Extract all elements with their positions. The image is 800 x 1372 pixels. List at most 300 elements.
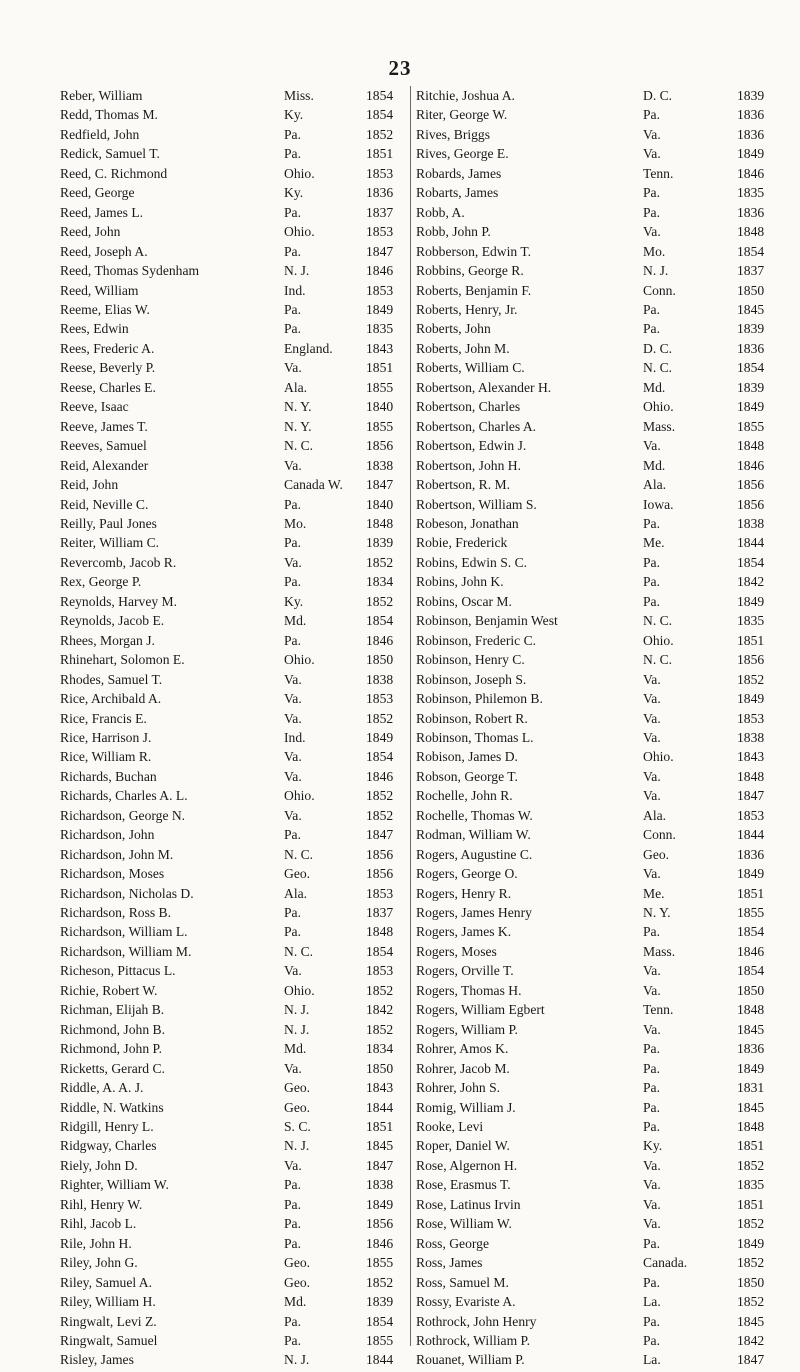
register-entry [60,125,410,144]
entry-year: 1840 [366,399,394,415]
entry-state: Va. [284,768,302,784]
entry-state: Pa. [643,107,660,123]
entry-state: N. C. [284,846,314,862]
entry-year: 1852 [366,807,394,823]
entry-year: 1851 [737,885,765,901]
entry-state: Geo. [284,1099,311,1115]
entry-year: 1853 [366,963,394,979]
entry-state: D. C. [643,88,673,103]
entry-year: 1854 [366,1313,394,1329]
entry-year: 1848 [737,1002,765,1018]
entry-year: 1839 [366,535,394,551]
entry-state: N. J. [643,263,669,279]
entry-year: 1846 [737,165,765,181]
entry-year: 1848 [737,224,765,240]
entry-state: N. C. [643,613,673,629]
entry-state: Mass. [643,943,676,959]
entry-state: Geo. [284,1080,311,1096]
entry-year: 1849 [737,399,765,415]
entry-name: Ross, James [416,1255,483,1271]
register-entry [60,825,410,844]
entry-year: 1853 [366,885,394,901]
entry-year: 1854 [737,963,765,979]
entry-name: Robinson, Philemon B. [416,691,543,707]
entry-year: 1855 [366,1255,394,1271]
entry-name: Robards, James [416,165,502,181]
register-entry [60,222,410,241]
register-entry [411,1156,781,1175]
entry-year: 1847 [737,788,765,804]
entry-state: Va. [643,671,661,687]
register-entry [60,1136,410,1155]
register-entry [411,1098,781,1117]
register-entry [60,631,410,650]
register-entry [411,1000,781,1019]
register-entry [60,319,410,338]
entry-year: 1837 [366,204,394,220]
entry-name: Robarts, James [416,185,499,201]
entry-name: Rives, Briggs [416,126,491,142]
register-entry [60,845,410,864]
entry-state: Va. [643,1216,661,1232]
entry-state: N. C. [284,438,314,454]
entry-name: Reed, James L. [60,204,144,220]
entry-year: 1836 [737,107,765,123]
entry-state: N. C. [643,360,673,376]
entry-year: 1852 [366,1274,394,1290]
entry-state: Pa. [284,1333,301,1348]
entry-name: Robertson, Alexander H. [416,379,552,395]
entry-name: Rogers, William P. [416,1021,518,1037]
entry-state: Va. [643,1196,661,1212]
entry-year: 1838 [737,515,765,531]
entry-year: 1846 [366,632,394,648]
entry-state: Pa. [284,204,301,220]
entry-year: 1836 [737,340,765,356]
entry-name: Robins, Oscar M. [416,593,512,609]
entry-state: Pa. [284,905,301,921]
register-entry [60,397,410,416]
register-entry [411,1292,781,1311]
register-entry [411,709,781,728]
entry-state: Pa. [643,1119,660,1135]
entry-state: Pa. [643,321,660,337]
entry-year: 1838 [737,729,765,745]
entry-name: Reynolds, Harvey M. [60,593,178,609]
register-entry [60,436,410,455]
entry-year: 1837 [737,263,765,279]
register-entry [60,553,410,572]
entry-year: 1844 [366,1352,394,1368]
entry-state: Geo. [284,1255,311,1271]
entry-year: 1839 [737,321,765,337]
entry-state: Mo. [284,515,307,531]
register-entry [60,1098,410,1117]
entry-name: Riley, John G. [60,1255,138,1271]
entry-state: Pa. [284,1235,301,1251]
entry-year: 1843 [366,340,394,356]
entry-year: 1854 [737,924,765,940]
entry-year: 1855 [366,379,394,395]
register-entry [411,903,781,922]
entry-state: La. [643,1352,661,1368]
register-entry [60,1214,410,1233]
entry-state: Pa. [643,593,660,609]
entry-name: Richards, Buchan [60,768,157,784]
entry-name: Ringwalt, Samuel [60,1333,158,1348]
register-entry [60,261,410,280]
entry-year: 1852 [366,554,394,570]
register-entry [60,1117,410,1136]
register-entry [60,1039,410,1058]
entry-year: 1845 [366,1138,394,1154]
entry-name: Reed, John [60,224,121,240]
entry-year: 1853 [737,807,765,823]
entry-state: Va. [284,807,302,823]
entry-name: Roberts, John M. [416,340,510,356]
entry-state: Pa. [643,1235,660,1251]
entry-state: Pa. [643,1313,660,1329]
entry-year: 1844 [737,827,765,843]
entry-state: Iowa. [643,496,674,512]
register-entry [411,1039,781,1058]
entry-year: 1836 [737,204,765,220]
register-entry [411,806,781,825]
register-entry [60,1273,410,1292]
register-entry [411,767,781,786]
register-entry [411,456,781,475]
entry-year: 1853 [737,710,765,726]
register-entry [411,572,781,591]
entry-year: 1854 [366,943,394,959]
entry-year: 1852 [737,671,765,687]
entry-state: Pa. [284,632,301,648]
register-entry [60,1175,410,1194]
entry-year: 1843 [366,1080,394,1096]
entry-name: Reid, Neville C. [60,496,149,512]
entry-state: Geo. [643,846,670,862]
entry-state: Va. [284,1157,302,1173]
entry-year: 1844 [366,1099,394,1115]
register-entry [60,339,410,358]
entry-name: Romig, William J. [416,1099,516,1115]
entry-name: Rhodes, Samuel T. [60,671,163,687]
entry-year: 1846 [366,1235,394,1251]
entry-state: Ala. [643,807,667,823]
entry-year: 1852 [737,1157,765,1173]
register-entry [411,611,781,630]
entry-name: Ritchie, Joshua A. [416,88,515,103]
entry-year: 1854 [366,88,394,103]
register-entry [411,495,781,514]
entry-state: Pa. [643,574,660,590]
entry-name: Ringwalt, Levi Z. [60,1313,157,1329]
entry-year: 1847 [366,243,394,259]
entry-state: Va. [284,457,302,473]
entry-year: 1856 [366,846,394,862]
register-entry [411,845,781,864]
entry-state: Va. [284,360,302,376]
register-columns [60,86,780,1368]
register-entry [60,183,410,202]
entry-state: Pa. [643,1041,660,1057]
register-entry [411,942,781,961]
entry-year: 1853 [366,282,394,298]
entry-name: Roberts, Henry, Jr. [416,301,518,317]
entry-name: Richardson, Nicholas D. [60,885,194,901]
entry-year: 1856 [737,477,765,493]
register-entry [411,144,781,163]
entry-year: 1842 [737,574,765,590]
register-entry [60,1059,410,1078]
register-entry [60,709,410,728]
entry-name: Rohrer, John S. [416,1080,501,1096]
register-entry [411,533,781,552]
register-entry [411,319,781,338]
entry-year: 1854 [366,749,394,765]
entry-year: 1852 [366,788,394,804]
entry-year: 1849 [366,1196,394,1212]
entry-state: Pa. [284,827,301,843]
entry-name: Robertson, William S. [416,496,537,512]
register-entry [60,475,410,494]
register-entry [60,1312,410,1331]
entry-name: Roper, Daniel W. [416,1138,510,1154]
entry-name: Riter, George W. [416,107,508,123]
register-entry [411,670,781,689]
entry-name: Reese, Charles E. [60,379,156,395]
entry-name: Roberts, John [416,321,491,337]
entry-state: Ala. [284,885,308,901]
entry-state: Ky. [284,107,304,123]
entry-state: England. [284,340,333,356]
entry-state: D. C. [643,340,673,356]
register-entry [411,164,781,183]
entry-year: 1844 [737,535,765,551]
entry-state: Pa. [643,515,660,531]
entry-year: 1842 [366,1002,394,1018]
entry-year: 1838 [366,1177,394,1193]
entry-year: 1845 [737,1021,765,1037]
entry-state: N. J. [284,263,310,279]
register-entry [411,1195,781,1214]
entry-state: Va. [643,710,661,726]
entry-year: 1849 [366,729,394,745]
entry-state: Tenn. [643,1002,674,1018]
register-entry [60,942,410,961]
register-entry [60,767,410,786]
entry-name: Robinson, Henry C. [416,652,525,668]
entry-name: Rees, Edwin [60,321,129,337]
entry-year: 1856 [366,866,394,882]
entry-year: 1852 [366,982,394,998]
entry-state: Va. [284,710,302,726]
entry-year: 1855 [366,418,394,434]
register-entry [411,1273,781,1292]
entry-year: 1855 [366,1333,394,1348]
entry-name: Robins, John K. [416,574,504,590]
entry-name: Rose, Erasmus T. [416,1177,511,1193]
entry-state: Canada W. [284,477,343,493]
entry-year: 1854 [737,243,765,259]
entry-state: Va. [643,1021,661,1037]
register-entry [411,339,781,358]
entry-state: Pa. [643,204,660,220]
register-entry [60,884,410,903]
entry-state: Tenn. [643,165,674,181]
entry-state: N. Y. [284,399,312,415]
register-entry [60,903,410,922]
register-entry [411,125,781,144]
register-entry [411,1234,781,1253]
entry-year: 1846 [737,457,765,473]
entry-year: 1848 [366,515,394,531]
entry-name: Rogers, Orville T. [416,963,514,979]
register-entry [411,864,781,883]
entry-state: Ky. [643,1138,663,1154]
entry-name: Rex, George P. [60,574,142,590]
register-entry [60,786,410,805]
register-entry [60,922,410,941]
entry-name: Reed, George [60,185,135,201]
register-entry [60,1078,410,1097]
register-entry [60,689,410,708]
entry-year: 1854 [366,107,394,123]
entry-year: 1854 [737,554,765,570]
entry-state: Ala. [643,477,667,493]
entry-name: Rochelle, John R. [416,788,513,804]
entry-name: Robb, John P. [416,224,491,240]
entry-name: Robie, Frederick [416,535,508,551]
entry-year: 1845 [737,1099,765,1115]
entry-state: Pa. [284,1196,301,1212]
entry-name: Richman, Elijah B. [60,1002,165,1018]
entry-name: Reilly, Paul Jones [60,515,157,531]
register-entry [411,1117,781,1136]
entry-year: 1840 [366,496,394,512]
entry-state: Miss. [284,88,314,103]
left-column [60,86,410,1368]
entry-name: Rose, Latinus Irvin [416,1196,521,1212]
entry-year: 1856 [737,652,765,668]
entry-state: Conn. [643,282,676,298]
entry-name: Rice, Harrison J. [60,729,152,745]
register-entry [411,281,781,300]
entry-state: N. J. [284,1138,310,1154]
entry-year: 1851 [366,146,394,162]
entry-state: Geo. [284,1274,311,1290]
entry-year: 1835 [737,185,765,201]
entry-name: Richie, Robert W. [60,982,158,998]
entry-state: N. Y. [284,418,312,434]
entry-state: Va. [284,691,302,707]
entry-year: 1850 [737,282,765,298]
register-entry [60,358,410,377]
entry-year: 1854 [737,360,765,376]
entry-year: 1856 [366,438,394,454]
entry-name: Reed, William [60,282,139,298]
register-entry [60,611,410,630]
entry-state: Pa. [284,574,301,590]
entry-year: 1834 [366,574,394,590]
entry-state: Va. [643,1157,661,1173]
entry-name: Rossy, Evariste A. [416,1294,516,1310]
entry-state: Pa. [284,924,301,940]
right-column [410,86,781,1368]
entry-state: Pa. [284,1216,301,1232]
entry-year: 1853 [366,224,394,240]
register-entry [60,864,410,883]
entry-state: Va. [643,146,661,162]
entry-year: 1845 [737,301,765,317]
entry-state: Geo. [284,866,311,882]
entry-name: Rihl, Jacob L. [60,1216,137,1232]
entry-name: Robins, Edwin S. C. [416,554,528,570]
entry-name: Reiter, William C. [60,535,160,551]
register-entry [60,650,410,669]
entry-name: Ridgway, Charles [60,1138,157,1154]
entry-state: Va. [643,224,661,240]
entry-name: Richmond, John B. [60,1021,165,1037]
entry-name: Reid, John [60,477,119,493]
entry-name: Rose, Algernon H. [416,1157,518,1173]
entry-name: Rose, William W. [416,1216,512,1232]
register-entry [411,631,781,650]
entry-name: Reese, Beverly P. [60,360,156,376]
register-entry [60,456,410,475]
register-entry [411,222,781,241]
entry-year: 1850 [737,982,765,998]
entry-name: Rodman, William W. [416,827,531,843]
entry-name: Rogers, George O. [416,866,518,882]
entry-name: Reeves, Samuel [60,438,147,454]
entry-year: 1854 [366,613,394,629]
register-entry [60,1020,410,1039]
entry-state: Pa. [643,1333,660,1348]
register-entry [411,358,781,377]
entry-state: Va. [284,749,302,765]
entry-year: 1849 [366,301,394,317]
register-entry [60,495,410,514]
entry-state: Md. [284,1294,307,1310]
entry-state: Pa. [643,1274,660,1290]
register-entry [60,242,410,261]
entry-name: Rogers, Thomas H. [416,982,522,998]
register-entry [411,1020,781,1039]
entry-year: 1835 [737,1177,765,1193]
register-entry [411,436,781,455]
entry-state: Ohio. [284,982,315,998]
entry-name: Robertson, R. M. [416,477,511,493]
entry-year: 1834 [366,1041,394,1057]
entry-name: Robinson, Robert R. [416,710,528,726]
register-entry [60,300,410,319]
register-entry [411,884,781,903]
entry-state: Pa. [284,126,301,142]
entry-state: Ohio. [643,632,674,648]
entry-name: Rohrer, Jacob M. [416,1060,510,1076]
entry-year: 1852 [366,593,394,609]
entry-name: Richmond, John P. [60,1041,162,1057]
entry-state: N. C. [643,652,673,668]
entry-state: Pa. [284,321,301,337]
entry-year: 1852 [366,126,394,142]
register-entry [411,553,781,572]
register-entry [411,825,781,844]
register-entry [60,203,410,222]
entry-state: Va. [643,982,661,998]
entry-state: Ind. [284,282,306,298]
